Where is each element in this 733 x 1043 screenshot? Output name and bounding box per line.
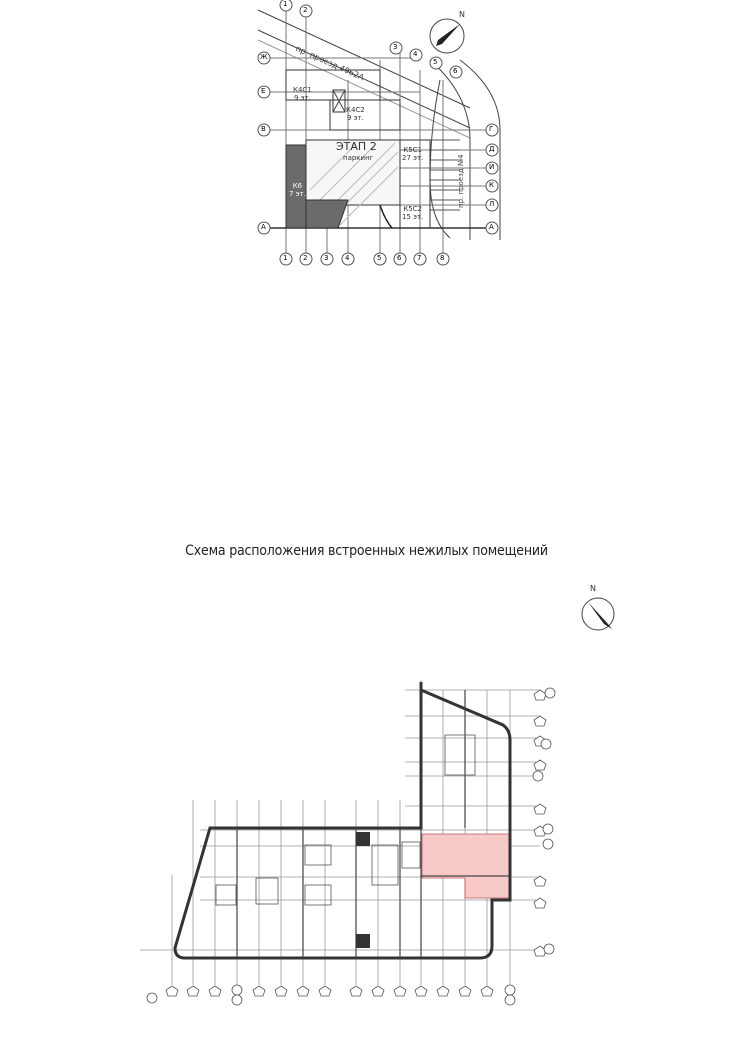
axis-top-4: 4 [413,50,418,58]
axis-bottom-2: 2 [303,254,308,262]
axis-bottom-1: 1 [283,254,288,262]
stage-label: ЭТАП 2 [336,140,377,153]
building-k4c2: К4С2 9 эт. [346,106,365,122]
axis-right-g: Г [489,125,494,133]
road-label: пр. проезд 4062А [294,44,366,83]
axis-bottom-4: 4 [345,254,350,262]
north-arrow-icon [430,19,464,53]
floor-plan-title: Схема расположения встроенных нежилых помещений [185,543,548,559]
axis-bottom-6: 6 [397,254,402,262]
axis-top-5: 5 [433,58,438,66]
axis-top-3: 3 [393,43,398,51]
site-north-label: N [459,10,465,19]
axis-left-v: В [261,125,266,133]
axis-right-l: Л [489,200,495,208]
building-k6: К6 7 эт. [289,182,306,198]
axis-bottom-3: 3 [324,254,329,262]
axis-top-1: 1 [283,0,288,8]
stage-sublabel: паркинг [343,154,374,162]
floor-north-label: N [590,584,596,593]
axis-bottom-8: 8 [440,254,445,262]
axis-top-6: 6 [453,67,458,75]
axis-bottom-5: 5 [377,254,382,262]
axis-right-i: И [489,163,495,171]
axis-right-a: А [489,223,494,231]
axis-left-zh: Ж [260,53,268,61]
axis-left-a: А [261,223,266,231]
axis-bottom-7: 7 [417,254,422,262]
axis-top-2: 2 [303,6,308,14]
site-plan [0,0,733,300]
building-k4c1: К4С1 9 эт. [293,86,312,102]
building-k5c1: К5С1 27 эт. [402,146,424,162]
floor-north-arrow-icon [582,598,614,630]
axis-right-d: Д [489,145,495,153]
building-k5c2: К5С2 15 эт. [402,205,424,221]
axis-left-e: Е [261,87,266,95]
side-road-label: пр. проезд №4 [457,154,465,208]
axis-right-k: К [489,181,494,189]
